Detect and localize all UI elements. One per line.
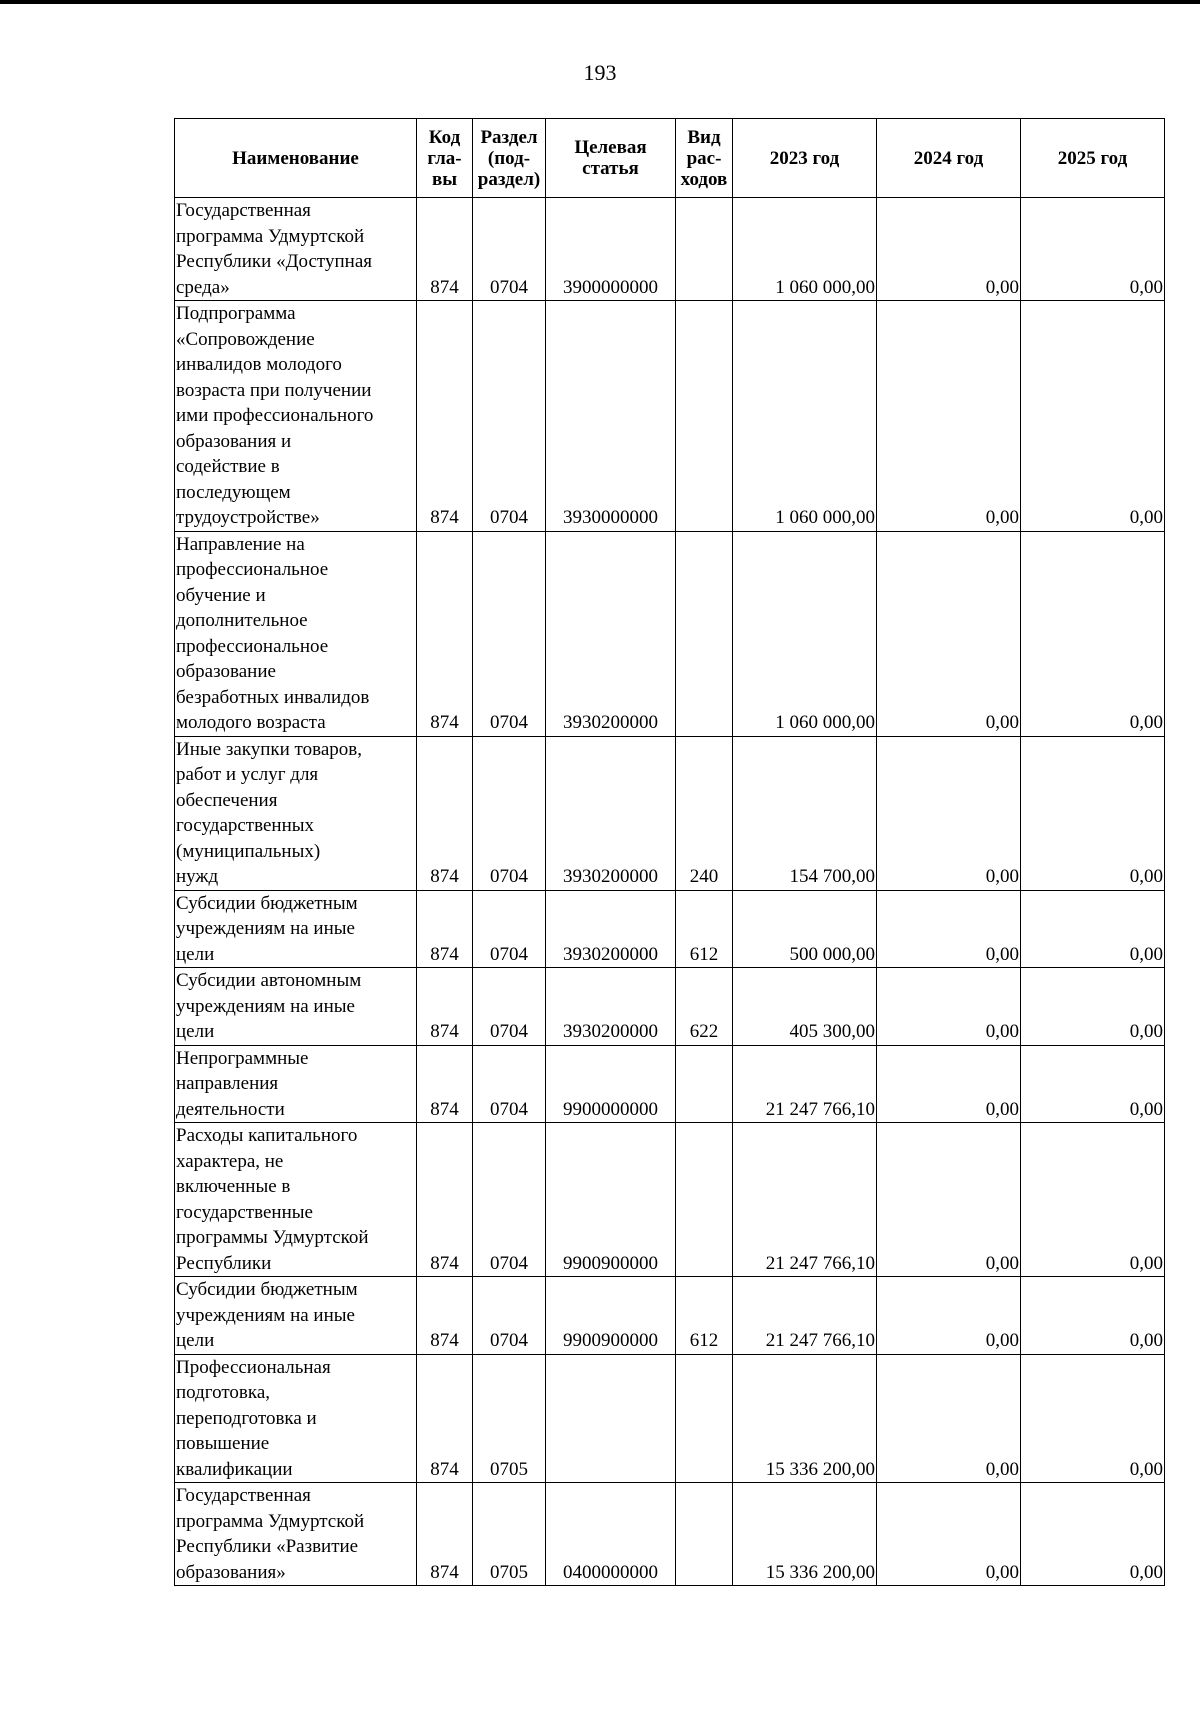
cell-name-line: цели: [176, 1021, 215, 1042]
cell-name-line: обучение и: [176, 584, 266, 606]
cell-name-line: деятельности: [176, 1098, 285, 1120]
header-name: Наименование: [175, 119, 417, 198]
header-target-line: Целевая: [574, 137, 647, 158]
cell-code: 874: [417, 1277, 473, 1355]
cell-name-line: дополнительное: [176, 610, 308, 631]
cell-2024: 0,00: [877, 301, 1021, 532]
cell-2025: 0,00: [1021, 1277, 1165, 1355]
header-section-line: (под-: [487, 147, 531, 169]
cell-target: 0400000000: [546, 1483, 676, 1586]
cell-name-line: цели: [176, 943, 215, 965]
cell-name: [175, 736, 417, 890]
cell-section: 0704: [473, 531, 546, 736]
cell-2023: 21 247 766,10: [733, 1277, 877, 1355]
cell-name-line: «Сопровождение: [176, 328, 315, 350]
cell-name-line: профессиональное: [176, 635, 329, 657]
header-kind: [676, 119, 733, 198]
cell-kind: 622: [676, 968, 733, 1046]
cell-name-line: Подпрограмма: [176, 303, 296, 324]
cell-name-line: подготовка,: [176, 1382, 271, 1403]
cell-kind: [676, 1123, 733, 1277]
cell-name-line: государственных: [176, 815, 315, 836]
cell-2023: 1 060 000,00: [733, 301, 877, 532]
cell-name-line: инвалидов молодого: [176, 354, 342, 375]
cell-section: 0704: [473, 968, 546, 1046]
cell-target: 9900900000: [546, 1277, 676, 1355]
cell-section: 0705: [473, 1354, 546, 1483]
cell-name-line: программы Удмуртской: [176, 1227, 369, 1248]
cell-2023: 15 336 200,00: [733, 1483, 877, 1586]
cell-name-line: Профессиональная: [176, 1356, 331, 1378]
cell-section: 0704: [473, 1277, 546, 1355]
cell-2024: 0,00: [877, 968, 1021, 1046]
header-kind-line: Вид: [687, 126, 721, 148]
cell-code: 874: [417, 968, 473, 1046]
cell-section: 0704: [473, 890, 546, 968]
cell-kind: [676, 301, 733, 532]
cell-name: [175, 1277, 417, 1355]
cell-name-line: учреждениям на иные: [176, 995, 355, 1017]
cell-section: 0704: [473, 1123, 546, 1277]
cell-name-line: переподготовка и: [176, 1407, 317, 1429]
cell-name-line: образования»: [176, 1561, 286, 1583]
cell-2023: 15 336 200,00: [733, 1354, 877, 1483]
cell-code: 874: [417, 301, 473, 532]
cell-2025: 0,00: [1021, 1123, 1165, 1277]
header-section: [473, 119, 546, 198]
cell-name: [175, 890, 417, 968]
cell-name-line: Субсидии автономным: [176, 970, 362, 991]
cell-code: 874: [417, 531, 473, 736]
header-code-line: гла-: [427, 147, 462, 169]
cell-kind: 612: [676, 890, 733, 968]
header-2025: 2025 год: [1021, 119, 1165, 198]
cell-2023: 21 247 766,10: [733, 1123, 877, 1277]
cell-2025: 0,00: [1021, 198, 1165, 301]
table-row: [175, 531, 1165, 736]
cell-name-line: программа Удмуртской: [176, 225, 365, 247]
cell-name-line: программа Удмуртской: [176, 1510, 365, 1532]
cell-name-line: цели: [176, 1330, 215, 1351]
cell-2023: 1 060 000,00: [733, 531, 877, 736]
cell-2025: 0,00: [1021, 301, 1165, 532]
table-row: [175, 1123, 1165, 1277]
cell-name-line: направления: [176, 1073, 279, 1094]
cell-name-line: образования и: [176, 430, 292, 452]
cell-name-line: нужд: [176, 866, 219, 887]
cell-code: 874: [417, 1045, 473, 1123]
cell-target: 9900000000: [546, 1045, 676, 1123]
cell-name-line: Иные закупки товаров,: [176, 738, 362, 760]
table-body: [175, 198, 1165, 1586]
cell-2024: 0,00: [877, 531, 1021, 736]
cell-section: 0704: [473, 301, 546, 532]
cell-name-line: среда»: [176, 276, 230, 298]
cell-name-line: Субсидии бюджетным: [176, 1279, 358, 1300]
cell-target: 9900900000: [546, 1123, 676, 1277]
cell-kind: [676, 1045, 733, 1123]
cell-name-line: содействие в: [176, 456, 280, 477]
cell-name-line: повышение: [176, 1433, 270, 1454]
header-target: [546, 119, 676, 198]
cell-name-line: квалификации: [176, 1458, 293, 1480]
cell-name-line: Государственная: [176, 1485, 311, 1506]
cell-kind: [676, 531, 733, 736]
table-row: [175, 1483, 1165, 1586]
table-row: [175, 890, 1165, 968]
table-row: [175, 736, 1165, 890]
cell-name-line: (муниципальных): [176, 840, 321, 862]
header-code: [417, 119, 473, 198]
cell-2024: 0,00: [877, 1123, 1021, 1277]
header-code-line: Код: [428, 126, 461, 148]
cell-target: 3930200000: [546, 890, 676, 968]
cell-target: 3930200000: [546, 736, 676, 890]
cell-name-line: Субсидии бюджетным: [176, 892, 358, 914]
table-header-row: [175, 119, 1165, 198]
table-row: [175, 301, 1165, 532]
cell-name-line: Государственная: [176, 200, 311, 221]
cell-name: [175, 1483, 417, 1586]
cell-2025: 0,00: [1021, 1045, 1165, 1123]
cell-target: 3930000000: [546, 301, 676, 532]
table-row: [175, 198, 1165, 301]
cell-name-line: Расходы капитального: [176, 1125, 358, 1146]
table-row: [175, 968, 1165, 1046]
header-kind-line: рас-: [686, 147, 722, 169]
cell-name: [175, 1045, 417, 1123]
cell-2023: 1 060 000,00: [733, 198, 877, 301]
cell-name-line: образование: [176, 661, 276, 682]
cell-2023: 21 247 766,10: [733, 1045, 877, 1123]
header-2023: 2023 год: [733, 119, 877, 198]
header-kind-line: ходов: [680, 168, 728, 190]
cell-name-line: Республики: [176, 1252, 272, 1274]
cell-2025: 0,00: [1021, 736, 1165, 890]
cell-code: 874: [417, 736, 473, 890]
cell-2024: 0,00: [877, 736, 1021, 890]
cell-kind: 240: [676, 736, 733, 890]
cell-name-line: молодого возраста: [176, 712, 326, 733]
cell-target: 3900000000: [546, 198, 676, 301]
cell-kind: 612: [676, 1277, 733, 1355]
cell-section: 0704: [473, 736, 546, 890]
cell-2024: 0,00: [877, 1045, 1021, 1123]
cell-name: [175, 198, 417, 301]
cell-2025: 0,00: [1021, 890, 1165, 968]
page-number: 193: [583, 60, 617, 85]
cell-section: 0704: [473, 1045, 546, 1123]
cell-name-line: государственные: [176, 1201, 313, 1223]
cell-name-line: безработных инвалидов: [176, 686, 370, 708]
cell-2024: 0,00: [877, 890, 1021, 968]
cell-name-line: включенные в: [176, 1176, 291, 1197]
cell-code: 874: [417, 890, 473, 968]
cell-name-line: учреждениям на иные: [176, 918, 355, 939]
cell-code: 874: [417, 1354, 473, 1483]
cell-2023: 405 300,00: [733, 968, 877, 1046]
cell-2025: 0,00: [1021, 531, 1165, 736]
header-target-line: статья: [582, 158, 639, 179]
cell-2025: 0,00: [1021, 968, 1165, 1046]
cell-2024: 0,00: [877, 1483, 1021, 1586]
cell-target: [546, 1354, 676, 1483]
header-code-line: вы: [431, 168, 458, 190]
cell-name: [175, 1123, 417, 1277]
cell-code: 874: [417, 198, 473, 301]
cell-name-line: Непрограммные: [176, 1047, 309, 1069]
scan-top-border: [0, 0, 1200, 4]
cell-2024: 0,00: [877, 1277, 1021, 1355]
cell-name-line: трудоустройстве»: [176, 507, 320, 528]
cell-name-line: учреждениям на иные: [176, 1304, 355, 1326]
table-row: [175, 1277, 1165, 1355]
cell-2023: 500 000,00: [733, 890, 877, 968]
cell-name: [175, 1354, 417, 1483]
cell-kind: [676, 1354, 733, 1483]
cell-name-line: обеспечения: [176, 789, 278, 811]
cell-name-line: профессиональное: [176, 559, 329, 580]
cell-name-line: Республики «Доступная: [176, 251, 372, 272]
cell-name-line: Республики «Развитие: [176, 1536, 359, 1557]
budget-table: [174, 118, 1165, 1586]
cell-kind: [676, 198, 733, 301]
cell-name: [175, 301, 417, 532]
cell-section: 0705: [473, 1483, 546, 1586]
cell-2023: 154 700,00: [733, 736, 877, 890]
cell-section: 0704: [473, 198, 546, 301]
cell-2024: 0,00: [877, 1354, 1021, 1483]
cell-code: 874: [417, 1483, 473, 1586]
cell-2025: 0,00: [1021, 1483, 1165, 1586]
cell-2025: 0,00: [1021, 1354, 1165, 1483]
cell-code: 874: [417, 1123, 473, 1277]
cell-name-line: возраста при получении: [176, 379, 372, 401]
table-row: [175, 1354, 1165, 1483]
cell-name-line: последующем: [176, 481, 291, 503]
cell-2024: 0,00: [877, 198, 1021, 301]
header-2024: 2024 год: [877, 119, 1021, 198]
cell-name: [175, 968, 417, 1046]
cell-target: 3930200000: [546, 968, 676, 1046]
table-row: [175, 1045, 1165, 1123]
cell-kind: [676, 1483, 733, 1586]
header-section-line: Раздел: [480, 126, 538, 148]
cell-name-line: работ и услуг для: [176, 764, 319, 785]
cell-name-line: характера, не: [176, 1150, 284, 1172]
cell-name-line: ими профессионального: [176, 405, 374, 426]
cell-name-line: Направление на: [176, 533, 305, 555]
cell-name: [175, 531, 417, 736]
header-section-line: раздел): [477, 168, 541, 190]
cell-target: 3930200000: [546, 531, 676, 736]
